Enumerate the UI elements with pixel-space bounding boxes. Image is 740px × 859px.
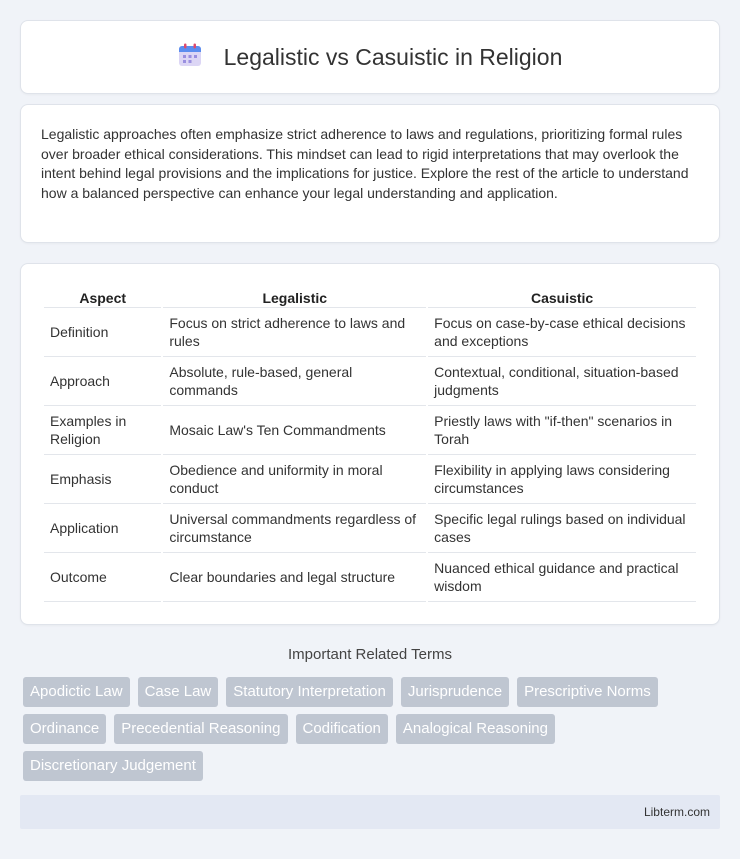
related-term-tag[interactable]: Apodictic Law [23, 677, 130, 707]
table-cell-legalistic: Universal commandments regardless of circumstance [163, 504, 426, 553]
related-term-tag[interactable]: Codification [296, 714, 388, 744]
header [178, 43, 563, 72]
footer [20, 795, 720, 829]
column-header-legalistic: Legalistic [163, 286, 426, 308]
page-title: Legalistic vs Casuistic in Religion [223, 43, 563, 70]
related-term-tag[interactable]: Precedential Reasoning [114, 714, 287, 744]
table-cell-casuistic: Nuanced ethical guidance and practical wisdom [428, 553, 696, 602]
related-term-tag[interactable]: Case Law [138, 677, 219, 707]
table-cell-legalistic: Focus on strict adherence to laws and rules [163, 308, 426, 357]
table-row [44, 455, 696, 504]
table-cell-casuistic: Priestly laws with "if-then" scenarios in Torah [428, 406, 696, 455]
table-cell-casuistic: Specific legal rulings based on individual cases [428, 504, 696, 553]
table-row [44, 308, 696, 357]
table-cell-legalistic: Mosaic Law's Ten Commandments [163, 406, 426, 455]
table-header-row [44, 286, 696, 308]
comparison-table-card [20, 263, 720, 625]
table-cell-casuistic: Focus on case-by-case ethical decisions and exceptions [428, 308, 696, 357]
comparison-table [42, 286, 698, 602]
table-cell-casuistic: Flexibility in applying laws considering circumstances [428, 455, 696, 504]
table-cell-aspect: Emphasis [44, 455, 161, 504]
table-cell-aspect: Outcome [44, 553, 161, 602]
related-term-tag[interactable]: Prescriptive Norms [517, 677, 658, 707]
header-card [20, 20, 720, 94]
table-cell-aspect: Definition [44, 308, 161, 357]
related-term-tag[interactable]: Ordinance [23, 714, 106, 744]
table-cell-aspect: Application [44, 504, 161, 553]
calendar-icon [178, 43, 202, 72]
intro-card [20, 104, 720, 243]
table-cell-legalistic: Clear boundaries and legal structure [163, 553, 426, 602]
table-row [44, 406, 696, 455]
related-terms-list [23, 677, 723, 781]
table-cell-aspect: Examples in Religion [44, 406, 161, 455]
table-row [44, 553, 696, 602]
related-term-tag[interactable]: Statutory Interpretation [226, 677, 393, 707]
related-term-tag[interactable]: Analogical Reasoning [396, 714, 555, 744]
table-row [44, 357, 696, 406]
column-header-aspect: Aspect [44, 286, 161, 308]
table-row [44, 504, 696, 553]
related-terms-title: Important Related Terms [288, 646, 452, 663]
intro-text: Legalistic approaches often emphasize strict adherence to laws and regulations, prioritizing formal rules over broader ethical considerations. This mindset can lead to rigid interpretations that may overlook the intent behind legal provisions and the implications for justice. Explore the rest of the article to understand how a balanced perspective can enhance your legal understanding and application. [41, 126, 689, 201]
table-cell-casuistic: Contextual, conditional, situation-based judgments [428, 357, 696, 406]
table-cell-legalistic: Absolute, rule-based, general commands [163, 357, 426, 406]
related-term-tag[interactable]: Jurisprudence [401, 677, 509, 707]
related-term-tag[interactable]: Discretionary Judgement [23, 751, 203, 781]
table-cell-legalistic: Obedience and uniformity in moral conduct [163, 455, 426, 504]
column-header-casuistic: Casuistic [428, 286, 696, 308]
table-cell-aspect: Approach [44, 357, 161, 406]
footer-brand-link[interactable]: Libterm.com [643, 805, 710, 819]
